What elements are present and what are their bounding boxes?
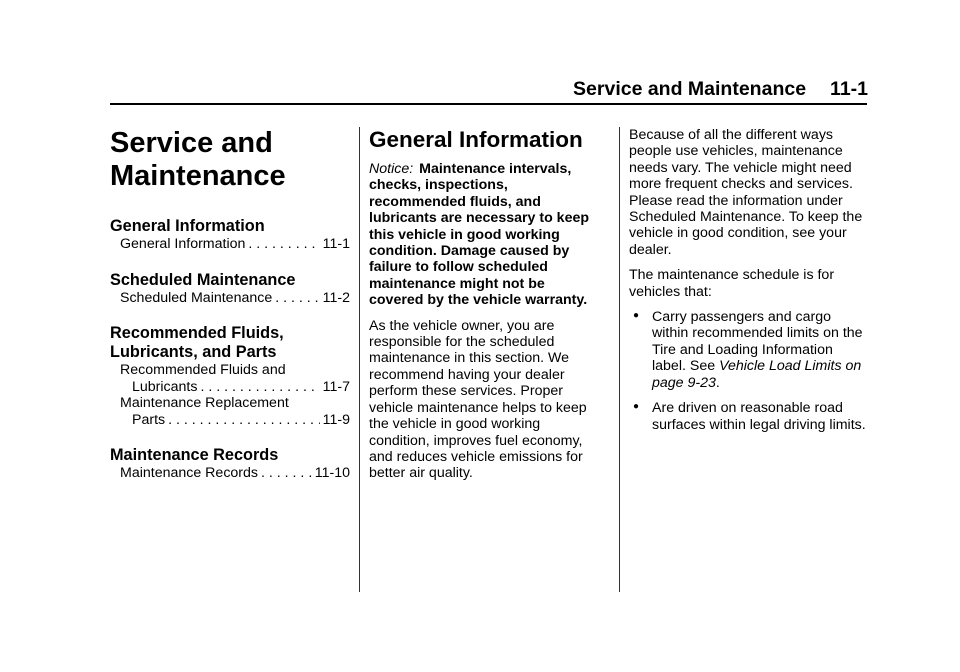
toc-section (110, 271, 350, 307)
column-divider (359, 127, 360, 592)
toc-heading[interactable]: General Information (110, 217, 265, 235)
toc-entry[interactable]: Recommended Fluids and Lubricants . . . 11-7 (110, 362, 350, 395)
notice-label: Notice: (369, 161, 414, 177)
section-title: General Information (369, 127, 583, 152)
body-column-3 (629, 127, 869, 433)
toc-section (110, 446, 350, 482)
paragraph: The maintenance schedule is for vehicles that: (629, 267, 835, 300)
toc-entry[interactable]: Maintenance Replacement Parts . . . 11-9 (110, 395, 350, 428)
chapter-toc (110, 127, 350, 482)
list-item: ● Carry passengers and cargo within recommended limits on the Tire and Loading Information label. See Vehicle Load Limits on page 9-23. (633, 309, 863, 391)
list-item: ● Are driven on reasonable road surfaces within legal driving limits. (633, 400, 866, 433)
toc-heading[interactable]: Maintenance Records (110, 446, 279, 464)
paragraph: Because of all the different ways people use vehicles, maintenance needs vary. The vehicle might need more frequent checks and services. Please read the information under Scheduled Maintenance. To keep the vehicle in good condition, see your dealer. (629, 127, 863, 258)
bullet-icon: ● (633, 310, 640, 322)
header-rule (110, 103, 867, 105)
cross-reference-link[interactable]: Vehicle Load Limits on page 9-23 (652, 358, 862, 391)
notice (369, 161, 601, 309)
chapter-title: Service and Maintenance (110, 127, 286, 192)
bullet-list (629, 309, 869, 433)
body-column-2 (369, 127, 601, 482)
paragraph: As the vehicle owner, you are responsible for the scheduled maintenance in this section. We recommend having your dealer perform these services. Proper vehicle maintenance helps to keep the vehicle in good working condition, improves fuel economy, and reduces vehicle emissions for better air quality. (369, 317, 587, 482)
header-page-number: 11-1 (830, 78, 868, 100)
header-title: Service and Maintenance (573, 78, 807, 100)
toc-heading[interactable]: Recommended Fluids, Lubricants, and Parts (110, 324, 284, 361)
toc-heading[interactable]: Scheduled Maintenance (110, 270, 296, 289)
toc-entry[interactable]: Scheduled Maintenance . . . 11-2 (110, 290, 350, 307)
bullet-icon: ● (633, 401, 640, 413)
toc-section (110, 217, 350, 253)
toc-entry[interactable]: General Information . . . 11-1 (110, 236, 350, 253)
column-divider (619, 127, 620, 592)
toc-section (110, 324, 350, 428)
notice-text: Maintenance intervals, checks, inspections, recommended fluids, and lubricants are necessary to keep this vehicle in good working condition. Damage caused by failure to follow scheduled maintenance might not be covered by the vehicle warranty. (369, 161, 590, 309)
running-header (573, 78, 868, 101)
toc-entry[interactable]: Maintenance Records . . . 11-10 (110, 465, 350, 482)
